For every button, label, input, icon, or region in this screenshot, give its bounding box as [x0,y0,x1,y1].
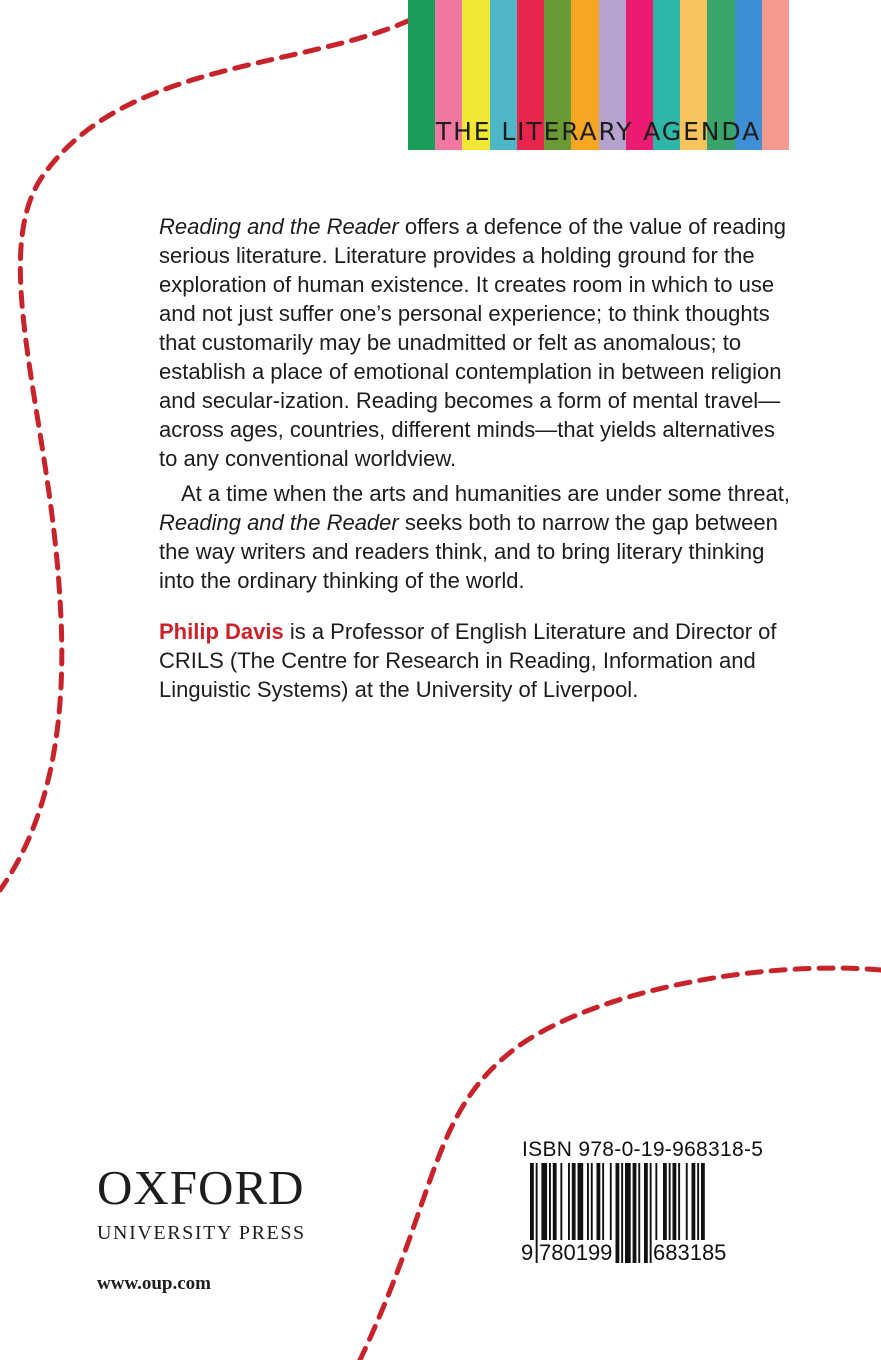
publisher-name: OXFORD [97,1160,305,1215]
blurb-paragraph-2 [159,479,799,595]
blurb [159,212,799,704]
barcode-digits [520,1240,766,1268]
book-title: Reading and the Reader [159,214,399,239]
book-title: Reading and the Reader [159,510,399,535]
publisher-logo [97,1162,347,1295]
publisher-website[interactable]: www.oup.com [97,1273,212,1294]
series-title: THE LITERARY AGENDA [435,116,762,146]
author-bio-text: is a Professor of English Literature and Director of CRILS (The Centre for Research in Reading, Information and Linguistic Systems) at the University of Liverpool. [159,619,777,702]
author-bio [159,617,799,704]
blurb-text: At a time when the arts and humanities are under some threat, [181,481,790,506]
barcode-digit-first: 9 [521,1240,534,1265]
barcode-digits-group-1: 780199 [539,1240,613,1265]
blurb-text: seeks both to narrow the gap between the way writers and readers think, and to bring literary thinking into the ordinary thinking of the world. [159,510,778,593]
author-name: Philip Davis [159,619,284,644]
blurb-paragraph-1 [159,212,799,473]
publisher-subtitle: UNIVERSITY PRESS [97,1222,306,1244]
barcode-digits-group-2: 683185 [653,1240,727,1265]
blurb-text: offers a defence of the value of reading serious literature. Literature provides a holding ground for the exploration of human existence. It creates room in which to use and not just suffer one’s personal experience; to think thoughts that customarily may be unadmitted or felt as anomalous; to establish a place of emotional contemplation in between religion and secular-ization. Reading becomes a form of mental travel—across ages, countries, different minds—that yields alternatives to any conventional worldview. [159,214,787,471]
isbn-label: ISBN 978-0-19-968318-5 [522,1138,764,1161]
